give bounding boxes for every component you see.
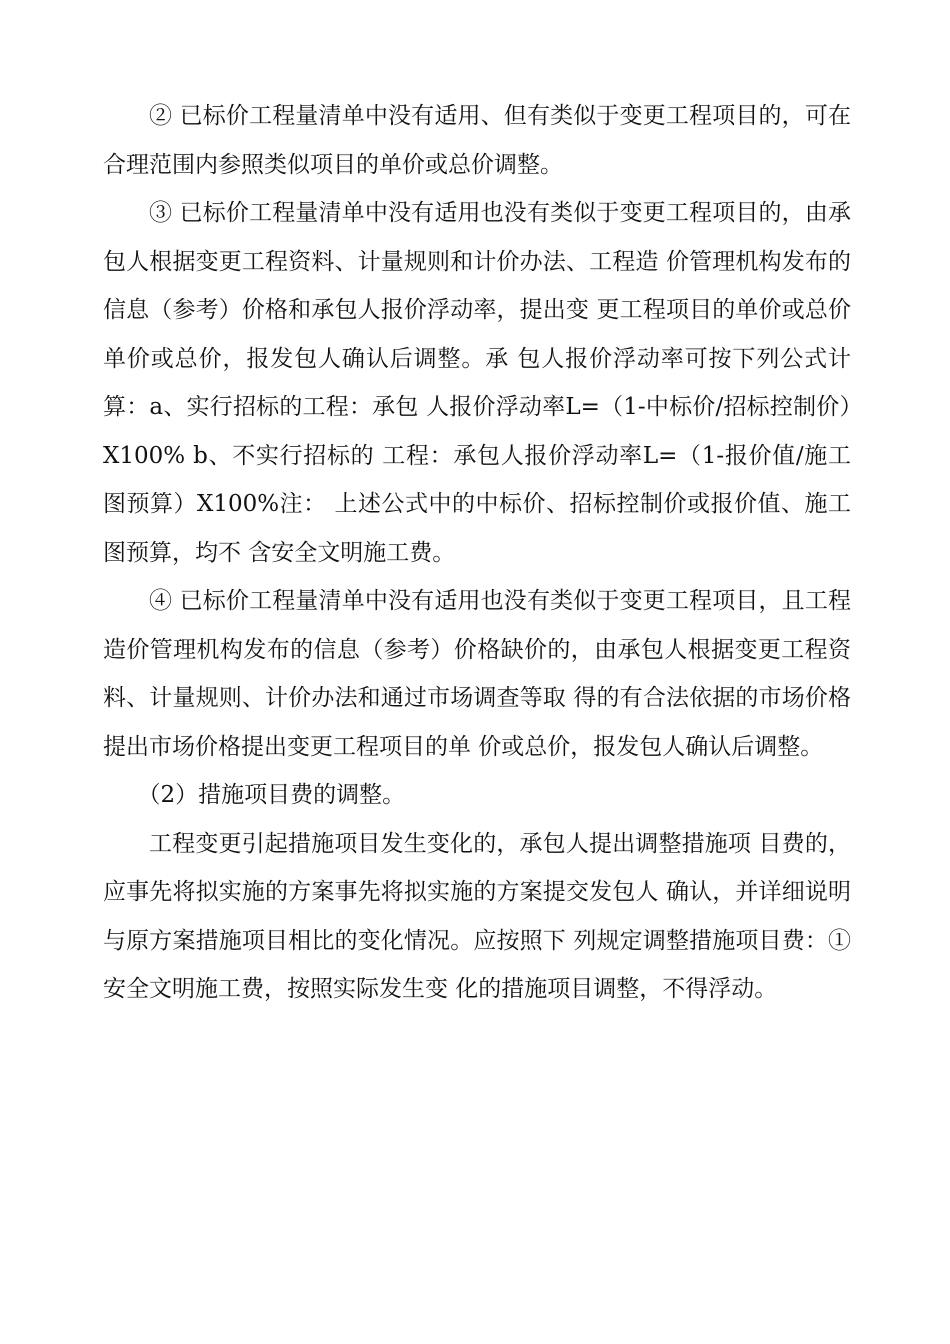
paragraph-item-3: ③ 已标价工程量清单中没有适用也没有类似于变更工程项目的，由承包人根据变更工程资料、计量规则和计价办法、工程造 价管理机构发布的信息（参考）价格和承包人报价浮动率，提出变 更工程项目的单价或总价单价或总价，报发包人确认后调整。承 包人报价浮动率可按下列公式计算：a、实行招标的工程：承包 人报价浮动率L=（1-中标价/招标控制价）X100% b、不实行招标的 工程：承包人报价浮动率L=（1-报价值/施工图预算）X100%注： 上述公式中的中标价、招标控制价或报价值、施工图预算，均不 含安全文明施工费。 [103,200,851,566]
paragraph-measures-adjustment: 工程变更引起措施项目发生变化的，承包人提出调整措施项 目费的，应事先将拟实施的方案事先将拟实施的方案提交发包人 确认，并详细说明与原方案措施项目相比的变化情况。应按照下 列规定调整措施项目费：①安全文明施工费，按照实际发生变 化的措施项目调整，不得浮动。 [103,830,851,1002]
section-heading-measures: （2）措施项目费的调整。 [137,782,406,808]
paragraph-item-2: ② 已标价工程量清单中没有适用、但有类似于变更工程项目的，可在合理范围内参照类似项目的单价或总价调整。 [103,103,851,178]
paragraph-item-4: ④ 已标价工程量清单中没有适用也没有类似于变更工程项目，且工程造价管理机构发布的信息（参考）价格缺价的，由承包人根据变更工程资料、计量规则、计价办法和通过市场调查等取 得的有合法依据的市场价格提出市场价格提出变更工程项目的单 价或总价，报发包人确认后调整。 [103,588,851,760]
document-page [103,92,851,1014]
